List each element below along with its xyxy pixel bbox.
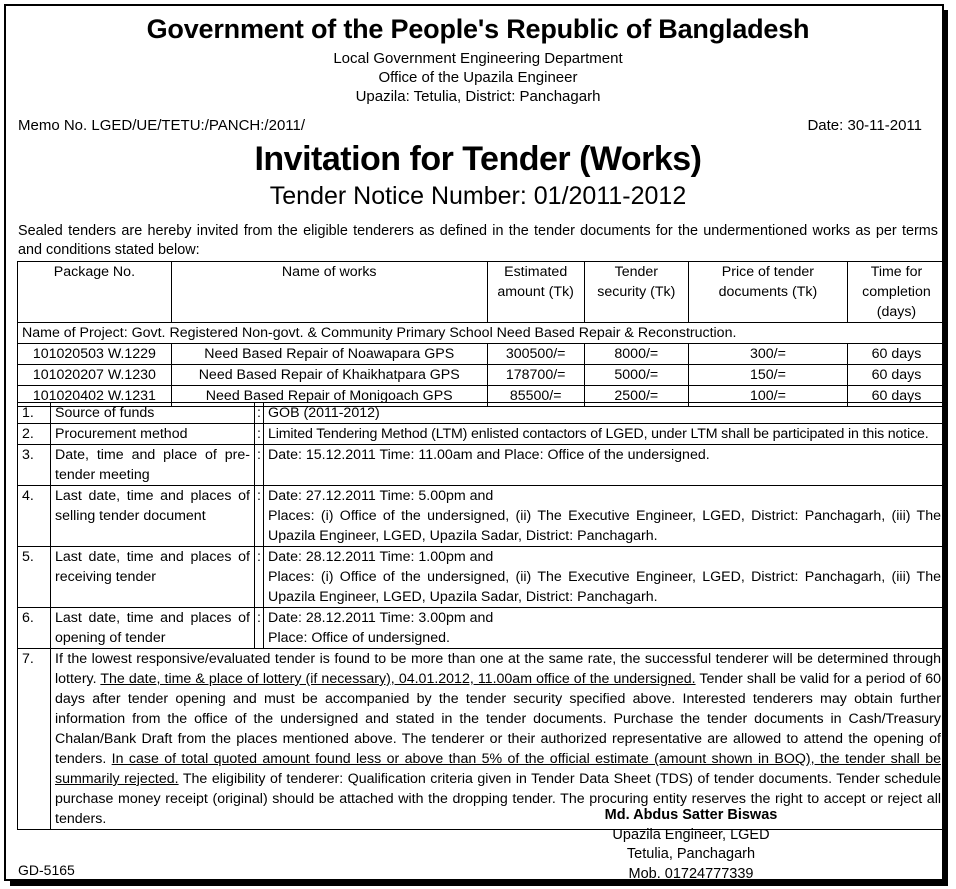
estimated-amount: 85500/= (487, 386, 584, 407)
item-number: 6. (18, 608, 51, 649)
signatory-name: Md. Abdus Satter Biswas (604, 807, 778, 823)
project-name: Name of Project: Govt. Registered Non-govt. & Community Primary School Need Based Repair & Reconstruction. (18, 323, 946, 344)
terms-validity: Tender shall be valid for a period of 60 days after tender opening and must be accompanied by the tender security specified above. Interested tenderers may obtain further information from the office of the undersigned and stated in the tender documents. Purchase the tender documents in Cash/Treasury Chalan/Bank Draft from the places mentioned above. The tenderer or their authorized representative are allowed to attend the opening of tenders. (55, 671, 942, 767)
work-name: Need Based Repair of Noawapara GPS (171, 344, 487, 365)
item-label: Date, time and place of pre-tender meeting (51, 445, 255, 486)
tender-details-table (17, 402, 946, 830)
package-table-header (18, 262, 946, 323)
col-package-no: Package No. (18, 262, 172, 323)
item-number: 1. (18, 403, 51, 424)
item-label: Last date, time and places of receiving tender (51, 547, 255, 608)
work-name: Need Based Repair of Monigoach GPS (171, 386, 487, 407)
item-label: Procurement method (51, 424, 255, 445)
document-price: 300/= (688, 344, 847, 365)
office-name: Office of the Upazila Engineer (378, 69, 578, 86)
estimated-amount: 178700/= (487, 365, 584, 386)
item-places: Places: (i) Office of the undersigned, (ii) The Executive Engineer, LGED, District: Panchagarh, (iii) The Upazila Engineer, LGED, Upazila Sadar, District: Panchagarh. (268, 569, 941, 605)
item-number: 7. (18, 649, 51, 830)
package-no: 101020503 W.1229 (18, 344, 172, 365)
col-tender-security: Tender security (Tk) (584, 262, 688, 323)
document-price: 150/= (688, 365, 847, 386)
col-time-for-completion: Time for completion (days) (847, 262, 945, 323)
item-colon: : (255, 608, 264, 649)
item-value (264, 608, 946, 649)
tender-notice-number: Tender Notice Number: 01/2011-2012 (269, 182, 687, 210)
detail-row-receiving-tender (18, 547, 946, 608)
item-value (264, 486, 946, 547)
item-colon: : (255, 424, 264, 445)
completion-time: 60 days (847, 344, 945, 365)
col-name-of-works: Name of works (171, 262, 487, 323)
item-colon: : (255, 547, 264, 608)
tender-security: 5000/= (584, 365, 688, 386)
item-value: GOB (2011-2012) (264, 403, 946, 424)
item-number: 3. (18, 445, 51, 486)
item-places: Place: Office of undersigned. (268, 630, 450, 646)
signature-block (0, 806, 956, 884)
government-title: Government of the People's Republic of Bangladesh (146, 14, 810, 44)
detail-row-pre-tender-meeting (18, 445, 946, 486)
detail-row-terms (18, 649, 946, 830)
item-label: Source of funds (51, 403, 255, 424)
work-name: Need Based Repair of Khaikhatpara GPS (171, 365, 487, 386)
signatory-place: Tetulia, Panchagarh (626, 846, 756, 862)
estimated-amount: 300500/= (487, 344, 584, 365)
col-estimated-amount: Estimated amount (Tk) (487, 262, 584, 323)
item-date: Date: 28.12.2011 Time: 1.00pm and (268, 549, 494, 565)
item-label: Last date, time and places of selling tender document (51, 486, 255, 547)
package-row (18, 344, 946, 365)
package-table (17, 261, 946, 407)
department-name: Local Government Engineering Department (333, 50, 623, 67)
office-location: Upazila: Tetulia, District: Panchagarh (355, 88, 601, 105)
item-places: Places: (i) Office of the undersigned, (ii) The Executive Engineer, LGED, District: Panchagarh, (iii) The Upazila Engineer, LGED, Upazila Sadar, District: Panchagarh. (268, 508, 941, 544)
footer-code: GD-5165 (18, 862, 75, 878)
terms-paragraph (51, 649, 946, 830)
detail-row-selling-document (18, 486, 946, 547)
document-price: 100/= (688, 386, 847, 407)
detail-row-source-of-funds (18, 403, 946, 424)
item-colon: : (255, 403, 264, 424)
project-row (18, 323, 946, 344)
completion-time: 60 days (847, 386, 945, 407)
notice-title: Invitation for Tender (Works) (254, 140, 702, 178)
item-value: Limited Tendering Method (LTM) enlisted contactors of LGED, under LTM shall be participated in this notice. (264, 424, 946, 445)
tender-security: 2500/= (584, 386, 688, 407)
terms-lottery: If the lowest responsive/evaluated tender is found to be more than one at the same rate, the successful tenderer will be determined through lottery. (55, 651, 941, 687)
col-price-of-documents: Price of tender documents (Tk) (688, 262, 847, 323)
package-no: 101020402 W.1231 (18, 386, 172, 407)
terms-lottery-date: The date, time & place of lottery (if necessary), 04.01.2012, 11.00am office of the undersigned. (100, 671, 696, 687)
signatory-designation: Upazila Engineer, LGED (612, 826, 770, 843)
package-row (18, 365, 946, 386)
memo-date: Date: 30-11-2011 (807, 117, 922, 134)
detail-row-opening-tender (18, 608, 946, 649)
terms-rejection: In case of total quoted amount found less or above than 5% of the official estimate (amount shown in BOQ), the tender shall be summarily rejected. (55, 751, 941, 787)
item-date: Date: 27.12.2011 Time: 5.00pm and (268, 488, 494, 504)
detail-row-procurement-method (18, 424, 946, 445)
item-colon: : (255, 445, 264, 486)
item-number: 5. (18, 547, 51, 608)
item-label: Last date, time and places of opening of tender (51, 608, 255, 649)
package-no: 101020207 W.1230 (18, 365, 172, 386)
item-colon: : (255, 486, 264, 547)
intro-paragraph: Sealed tenders are hereby invited from the eligible tenderers as defined in the tender documents for the undermentioned works as per terms and conditions stated below: (18, 223, 938, 258)
item-number: 4. (18, 486, 51, 547)
signatory-mobile: Mob. 01724777339 (628, 865, 754, 882)
item-date: Date: 28.12.2011 Time: 3.00pm and (268, 610, 494, 626)
item-number: 2. (18, 424, 51, 445)
tender-security: 8000/= (584, 344, 688, 365)
memo-number: Memo No. LGED/UE/TETU:/PANCH:/2011/ (18, 117, 306, 134)
completion-time: 60 days (847, 365, 945, 386)
terms-eligibility: The eligibility of tenderer: Qualification criteria given in Tender Data Sheet (TDS) of tender documents. Tender schedule purchase money receipt (original) should be attached with the dropping tender. The procuring entity reserves the right to accept or reject all tenders. (55, 771, 941, 827)
item-value (264, 547, 946, 608)
item-value: Date: 15.12.2011 Time: 11.00am and Place: Office of the undersigned. (264, 445, 946, 486)
